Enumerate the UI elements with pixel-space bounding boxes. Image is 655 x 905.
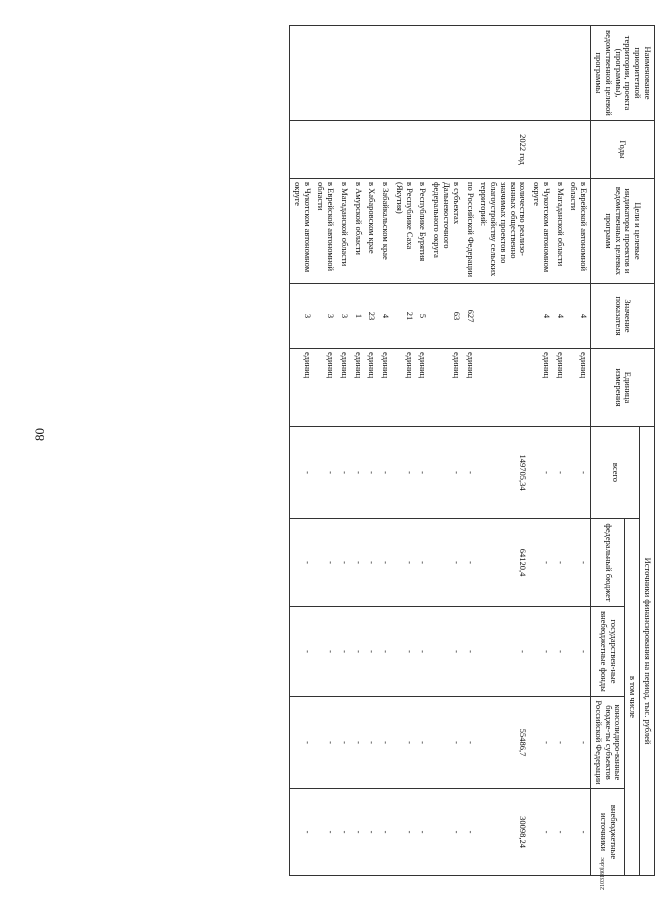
cell-name [290, 26, 314, 121]
cell-name [416, 26, 430, 121]
table-row [463, 26, 477, 876]
cell-regional: - [553, 697, 567, 789]
table-row [392, 26, 416, 876]
cell-total: - [392, 427, 416, 519]
table-row [416, 26, 430, 876]
header-years: Годы [591, 121, 655, 179]
cell-value: 3 [314, 284, 338, 349]
header-goals: Цели и целевые индикаторы проектов и ведомственных целевых программ [591, 179, 655, 284]
header-state-funds: государствен-ные внебюджетные фонды [591, 607, 625, 697]
cell-state: - [290, 607, 314, 697]
cell-value: 3 [337, 284, 351, 349]
header-name: Наименование приоритетной территории, проекта (программы), ведомственной целевой программы [591, 26, 655, 121]
table-row [477, 26, 530, 876]
cell-extra: - [392, 789, 416, 876]
cell-goal: по Российской Федерации [463, 179, 477, 284]
cell-state: - [553, 607, 567, 697]
document-code: 2103180l.doc [600, 857, 606, 890]
cell-federal: - [463, 519, 477, 607]
cell-name [477, 26, 530, 121]
page-number: 80 [32, 428, 47, 441]
cell-state: - [351, 607, 365, 697]
cell-year [392, 121, 416, 179]
header-including: в том числе [625, 519, 640, 876]
cell-federal: - [553, 519, 567, 607]
table-row [351, 26, 365, 876]
cell-goal: в Хабаровском крае [365, 179, 379, 284]
cell-regional: - [365, 697, 379, 789]
header-regional: консолидиро-ванные бюдже-ты субъектов Российской Федерации [591, 697, 625, 789]
cell-federal: - [351, 519, 365, 607]
cell-state: - [378, 607, 392, 697]
cell-state: - [529, 607, 553, 697]
cell-unit: единиц [351, 349, 365, 427]
cell-name [529, 26, 553, 121]
cell-goal: в Амурской области [351, 179, 365, 284]
cell-goal: в Забайкальском крае [378, 179, 392, 284]
cell-total: 149705,34 [477, 427, 530, 519]
cell-regional: - [351, 697, 365, 789]
cell-regional: - [290, 697, 314, 789]
cell-name [429, 26, 462, 121]
cell-year [567, 121, 591, 179]
cell-value: 63 [429, 284, 462, 349]
cell-extra: - [463, 789, 477, 876]
cell-state: - [365, 607, 379, 697]
cell-unit: единиц [314, 349, 338, 427]
cell-total: - [337, 427, 351, 519]
cell-extra: 30098,24 [477, 789, 530, 876]
cell-name [553, 26, 567, 121]
cell-total: - [290, 427, 314, 519]
cell-total: - [365, 427, 379, 519]
cell-unit: единиц [378, 349, 392, 427]
cell-unit: единиц [365, 349, 379, 427]
cell-value: 4 [553, 284, 567, 349]
cell-goal: в Чукотском автономном округе [529, 179, 553, 284]
cell-value: 4 [378, 284, 392, 349]
cell-year [290, 121, 314, 179]
cell-extra: - [378, 789, 392, 876]
table-row [290, 26, 314, 876]
cell-name [351, 26, 365, 121]
cell-name [463, 26, 477, 121]
cell-name [378, 26, 392, 121]
cell-state: - [337, 607, 351, 697]
cell-unit: единиц [290, 349, 314, 427]
cell-unit: единиц [463, 349, 477, 427]
cell-unit: единиц [567, 349, 591, 427]
cell-goal: в Республике Бурятия [416, 179, 430, 284]
header-value: Значение показателя [591, 284, 655, 349]
cell-value: 1 [351, 284, 365, 349]
cell-extra: - [529, 789, 553, 876]
cell-unit [477, 349, 530, 427]
cell-regional: - [529, 697, 553, 789]
cell-federal: - [314, 519, 338, 607]
cell-total: - [351, 427, 365, 519]
cell-unit: единиц [429, 349, 462, 427]
cell-total: - [416, 427, 430, 519]
cell-goal: в субъектах Дальневосточного федерального округа [429, 179, 462, 284]
cell-regional: - [337, 697, 351, 789]
cell-regional: - [378, 697, 392, 789]
header-unit: Единица измерения [591, 349, 655, 427]
cell-value: 627 [463, 284, 477, 349]
cell-extra: - [553, 789, 567, 876]
header-funding: Источники финансирования на период, тыс. рублей [640, 427, 655, 876]
cell-regional: - [314, 697, 338, 789]
table-row [529, 26, 553, 876]
cell-goal: количество реализо-ванных общественно значимых проектов по благоустройству сельских территорий: [477, 179, 530, 284]
cell-year: 2022 год [477, 121, 530, 179]
cell-total: - [429, 427, 462, 519]
cell-goal: в Магаданской области [337, 179, 351, 284]
cell-year [429, 121, 462, 179]
table-body [290, 26, 591, 876]
cell-state: - [463, 607, 477, 697]
cell-value: 4 [567, 284, 591, 349]
cell-federal: - [429, 519, 462, 607]
cell-federal: - [378, 519, 392, 607]
table-row [365, 26, 379, 876]
cell-regional: - [416, 697, 430, 789]
cell-regional: - [392, 697, 416, 789]
cell-total: - [567, 427, 591, 519]
cell-total: - [553, 427, 567, 519]
cell-extra: - [416, 789, 430, 876]
cell-name [314, 26, 338, 121]
cell-value: 5 [416, 284, 430, 349]
cell-unit: единиц [392, 349, 416, 427]
header-extrabudget: внебюджетные источники [591, 789, 625, 876]
cell-regional: - [463, 697, 477, 789]
cell-name [567, 26, 591, 121]
cell-federal: - [416, 519, 430, 607]
cell-regional: - [567, 697, 591, 789]
header-federal: федеральный бюджет [591, 519, 625, 607]
cell-federal: 64120,4 [477, 519, 530, 607]
cell-extra: - [365, 789, 379, 876]
cell-total: - [314, 427, 338, 519]
cell-federal: - [365, 519, 379, 607]
cell-total: - [378, 427, 392, 519]
table-wrapper [155, 25, 655, 875]
cell-goal: в Еврейской автономной области [314, 179, 338, 284]
cell-extra: - [351, 789, 365, 876]
cell-name [392, 26, 416, 121]
funding-table [289, 25, 655, 876]
cell-extra: - [337, 789, 351, 876]
cell-unit: единиц [553, 349, 567, 427]
cell-federal: - [529, 519, 553, 607]
cell-year [337, 121, 351, 179]
cell-state: - [567, 607, 591, 697]
cell-year [314, 121, 338, 179]
cell-goal: в Чукотском автономном округе [290, 179, 314, 284]
cell-value: 23 [365, 284, 379, 349]
cell-state: - [416, 607, 430, 697]
cell-goal: в Еврейской автономной области [567, 179, 591, 284]
cell-total: - [529, 427, 553, 519]
table-row [337, 26, 351, 876]
table-row [553, 26, 567, 876]
cell-regional: - [429, 697, 462, 789]
cell-state: - [314, 607, 338, 697]
cell-unit: единиц [416, 349, 430, 427]
cell-name [337, 26, 351, 121]
cell-value: 21 [392, 284, 416, 349]
cell-name [365, 26, 379, 121]
cell-year [553, 121, 567, 179]
header-total: всего [591, 427, 640, 519]
cell-extra: - [429, 789, 462, 876]
table-row [314, 26, 338, 876]
cell-extra: - [290, 789, 314, 876]
cell-federal: - [567, 519, 591, 607]
cell-unit: единиц [337, 349, 351, 427]
cell-federal: - [337, 519, 351, 607]
cell-federal: - [392, 519, 416, 607]
cell-year [351, 121, 365, 179]
table-row [378, 26, 392, 876]
cell-unit: единиц [529, 349, 553, 427]
cell-state: - [392, 607, 416, 697]
cell-value: 3 [290, 284, 314, 349]
cell-goal: в Магаданской области [553, 179, 567, 284]
cell-total: - [463, 427, 477, 519]
cell-state: - [429, 607, 462, 697]
cell-regional: 55486,7 [477, 697, 530, 789]
cell-year [365, 121, 379, 179]
cell-year [463, 121, 477, 179]
cell-state: - [477, 607, 530, 697]
cell-goal: в Республике Саха (Якутия) [392, 179, 416, 284]
table-row [429, 26, 462, 876]
cell-value: 4 [529, 284, 553, 349]
cell-extra: - [314, 789, 338, 876]
table-row [567, 26, 591, 876]
cell-year [529, 121, 553, 179]
cell-year [378, 121, 392, 179]
cell-value [477, 284, 530, 349]
cell-year [416, 121, 430, 179]
cell-extra: - [567, 789, 591, 876]
cell-federal: - [290, 519, 314, 607]
